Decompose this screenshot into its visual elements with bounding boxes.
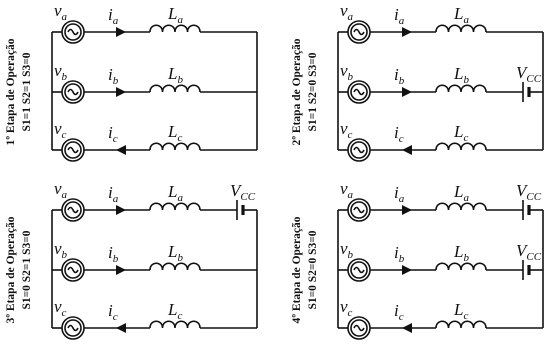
- ac-source-icon: [62, 21, 84, 43]
- inductor-label: $L_b$: [168, 242, 183, 264]
- current-label: $i_a$: [394, 183, 405, 205]
- current-arrow-icon: [116, 27, 126, 37]
- source-voltage-label: $v_c$: [340, 119, 353, 141]
- phase-branch: [52, 1, 257, 43]
- current-arrow-icon: [402, 323, 412, 333]
- current-label: $i_b$: [394, 243, 405, 265]
- dc-source-icon: [523, 200, 529, 220]
- phase-branch: [52, 119, 257, 161]
- ac-source-icon: [348, 259, 370, 281]
- inductor-icon: [436, 143, 486, 150]
- current-arrow-icon: [402, 265, 412, 275]
- dc-voltage-label: $V_{CC}$: [516, 63, 542, 85]
- stage-title: 4º Etapa de Operação: [291, 216, 303, 324]
- current-label: $i_a$: [108, 5, 119, 27]
- dc-source-icon: [523, 260, 529, 280]
- phase-branch: [338, 61, 543, 103]
- inductor-label: $L_c$: [454, 122, 469, 144]
- dc-voltage-label: $V_{CC}$: [516, 241, 542, 263]
- phase-branch: [52, 179, 257, 221]
- ac-source-icon: [62, 139, 84, 161]
- current-label: $i_b$: [108, 243, 119, 265]
- current-arrow-icon: [116, 145, 126, 155]
- phase-branch: [338, 297, 543, 339]
- current-arrow-icon: [402, 87, 412, 97]
- ac-source-icon: [348, 21, 370, 43]
- ac-source-icon: [348, 317, 370, 339]
- current-arrow-icon: [402, 145, 412, 155]
- panel-1: [5, 1, 257, 161]
- dc-voltage-label: $V_{CC}$: [230, 181, 256, 203]
- current-arrow-icon: [116, 323, 126, 333]
- inductor-icon: [436, 85, 486, 92]
- source-voltage-label: $v_a$: [340, 179, 354, 201]
- inductor-label: $L_b$: [454, 242, 469, 264]
- current-label: $i_c$: [108, 123, 118, 145]
- source-voltage-label: $v_c$: [340, 297, 353, 319]
- inductor-icon: [436, 25, 486, 32]
- panel-4: [291, 179, 543, 339]
- switch-states: S1=0 S2=0 S3=0: [307, 230, 319, 310]
- phase-branch: [338, 1, 543, 43]
- inductor-label: $L_a$: [454, 4, 469, 26]
- current-label: $i_b$: [108, 65, 119, 87]
- stage-title: 3º Etapa de Operação: [5, 216, 17, 324]
- ac-source-icon: [62, 81, 84, 103]
- source-voltage-label: $v_a$: [340, 1, 354, 23]
- phase-branch: [338, 119, 543, 161]
- current-arrow-icon: [116, 87, 126, 97]
- phase-branch: [338, 239, 543, 281]
- current-label: $i_c$: [108, 301, 118, 323]
- source-voltage-label: $v_b$: [340, 61, 354, 83]
- inductor-label: $L_b$: [454, 64, 469, 86]
- inductor-icon: [150, 143, 200, 150]
- switch-states: S1=1 S2=1 S3=0: [21, 52, 33, 132]
- inductor-label: $L_a$: [454, 182, 469, 204]
- ac-source-icon: [62, 199, 84, 221]
- inductor-label: $L_c$: [168, 300, 183, 322]
- source-voltage-label: $v_b$: [54, 239, 68, 261]
- inductor-icon: [150, 85, 200, 92]
- inductor-label: $L_c$: [454, 300, 469, 322]
- inductor-icon: [150, 321, 200, 328]
- panel-2: [291, 1, 543, 161]
- inductor-icon: [436, 263, 486, 270]
- ac-source-icon: [348, 199, 370, 221]
- source-voltage-label: $v_a$: [54, 1, 68, 23]
- source-voltage-label: $v_b$: [54, 61, 68, 83]
- current-label: $i_b$: [394, 65, 405, 87]
- current-arrow-icon: [402, 205, 412, 215]
- panel-3: [5, 179, 257, 339]
- phase-branch: [52, 297, 257, 339]
- inductor-icon: [150, 203, 200, 210]
- current-label: $i_c$: [394, 301, 404, 323]
- source-voltage-label: $v_c$: [54, 297, 67, 319]
- current-arrow-icon: [116, 265, 126, 275]
- current-arrow-icon: [402, 27, 412, 37]
- dc-source-icon: [237, 200, 243, 220]
- ac-source-icon: [348, 139, 370, 161]
- phase-branch: [338, 179, 543, 221]
- source-voltage-label: $v_c$: [54, 119, 67, 141]
- inductor-label: $L_a$: [168, 4, 183, 26]
- ac-source-icon: [62, 317, 84, 339]
- inductor-icon: [150, 25, 200, 32]
- inductor-icon: [436, 321, 486, 328]
- phase-branch: [52, 239, 257, 281]
- current-label: $i_a$: [108, 183, 119, 205]
- dc-voltage-label: $V_{CC}$: [516, 181, 542, 203]
- dc-source-icon: [523, 82, 529, 102]
- switch-states: S1=0 S2=1 S3=0: [21, 230, 33, 310]
- inductor-icon: [436, 203, 486, 210]
- stage-title: 2º Etapa de Operação: [291, 38, 303, 146]
- current-arrow-icon: [116, 205, 126, 215]
- inductor-icon: [150, 263, 200, 270]
- switch-states: S1=1 S2=0 S3=0: [307, 52, 319, 132]
- inductor-label: $L_b$: [168, 64, 183, 86]
- ac-source-icon: [348, 81, 370, 103]
- stage-title: 1º Etapa de Operação: [5, 38, 17, 146]
- current-label: $i_c$: [394, 123, 404, 145]
- source-voltage-label: $v_b$: [340, 239, 354, 261]
- current-label: $i_a$: [394, 5, 405, 27]
- inductor-label: $L_c$: [168, 122, 183, 144]
- ac-source-icon: [62, 259, 84, 281]
- inductor-label: $L_a$: [168, 182, 183, 204]
- source-voltage-label: $v_a$: [54, 179, 68, 201]
- phase-branch: [52, 61, 257, 103]
